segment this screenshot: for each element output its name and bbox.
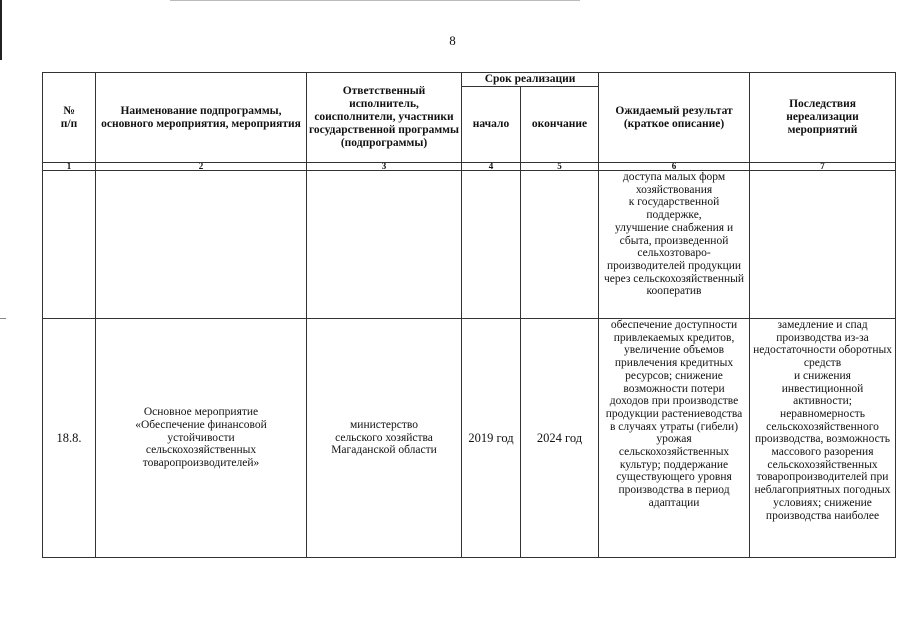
header-number: № п/п xyxy=(43,73,96,163)
header-name: Наименование подпрограммы, основного мероприятия, мероприятия xyxy=(96,73,307,163)
header-expected-result: Ожидаемый результат (краткое описание) xyxy=(599,73,750,163)
scan-left-edge xyxy=(0,0,2,60)
cell-empty xyxy=(521,171,599,319)
scan-side-mark xyxy=(0,318,6,319)
header-term-group: Срок реализации xyxy=(462,73,599,87)
header-responsible: Ответственный исполнитель, соисполнители, участники государственной программы (подпрограммы) xyxy=(307,73,462,163)
page-number: 8 xyxy=(449,33,456,48)
table-row-18-8 xyxy=(43,319,896,558)
header-end: окончание xyxy=(521,87,599,163)
responsible-executor: министерство сельского хозяйства Магаданской области xyxy=(307,319,462,558)
cell-empty xyxy=(307,171,462,319)
continuation-row xyxy=(43,171,896,319)
row-number: 18.8. xyxy=(43,319,96,558)
cell-empty xyxy=(750,171,896,319)
program-table xyxy=(42,72,896,558)
end-year: 2024 год xyxy=(521,319,599,558)
activity-name: Основное мероприятие «Обеспечение финансовой устойчивости сельскохозяйственных товаропроизводителей» xyxy=(96,319,307,558)
expected-result: обеспечение доступности привлекаемых кредитов, увеличение объемов привлечения кредитных ресурсов; снижение возможности потери доходов при производстве продукции растениеводства в случаях утраты (гибели) урожая сельскохозяйственных культур; поддержание существующего уровня производства в период адаптации xyxy=(599,319,750,558)
column-number-row xyxy=(43,163,896,171)
cell-empty xyxy=(43,171,96,319)
column-number: 3 xyxy=(307,163,462,171)
column-number: 2 xyxy=(96,163,307,171)
non-implementation-consequences: замедление и спад производства из-за недостаточности оборотных средств и снижения инвестиционной активности; неравномерность сельскохозяйственного производства, возможность массового разорения сельскохозяйственных товаропроизводителей при неблагоприятных погодных условиях; снижение производства наиболее xyxy=(750,319,896,558)
column-number: 4 xyxy=(462,163,521,171)
column-number: 7 xyxy=(750,163,896,171)
column-number: 1 xyxy=(43,163,96,171)
column-number: 5 xyxy=(521,163,599,171)
start-year: 2019 год xyxy=(462,319,521,558)
continued-result-text: доступа малых форм хозяйствования к государственной поддержке, улучшение снабжения и сбыта, произведенной сельхозтоваро- производителей продукции через сельскохозяйственный кооператив xyxy=(599,171,750,319)
scan-top-rule xyxy=(170,0,580,1)
header-start: начало xyxy=(462,87,521,163)
cell-empty xyxy=(462,171,521,319)
column-number: 6 xyxy=(599,163,750,171)
cell-empty xyxy=(96,171,307,319)
header-consequences: Последствия нереализации мероприятий xyxy=(750,73,896,163)
